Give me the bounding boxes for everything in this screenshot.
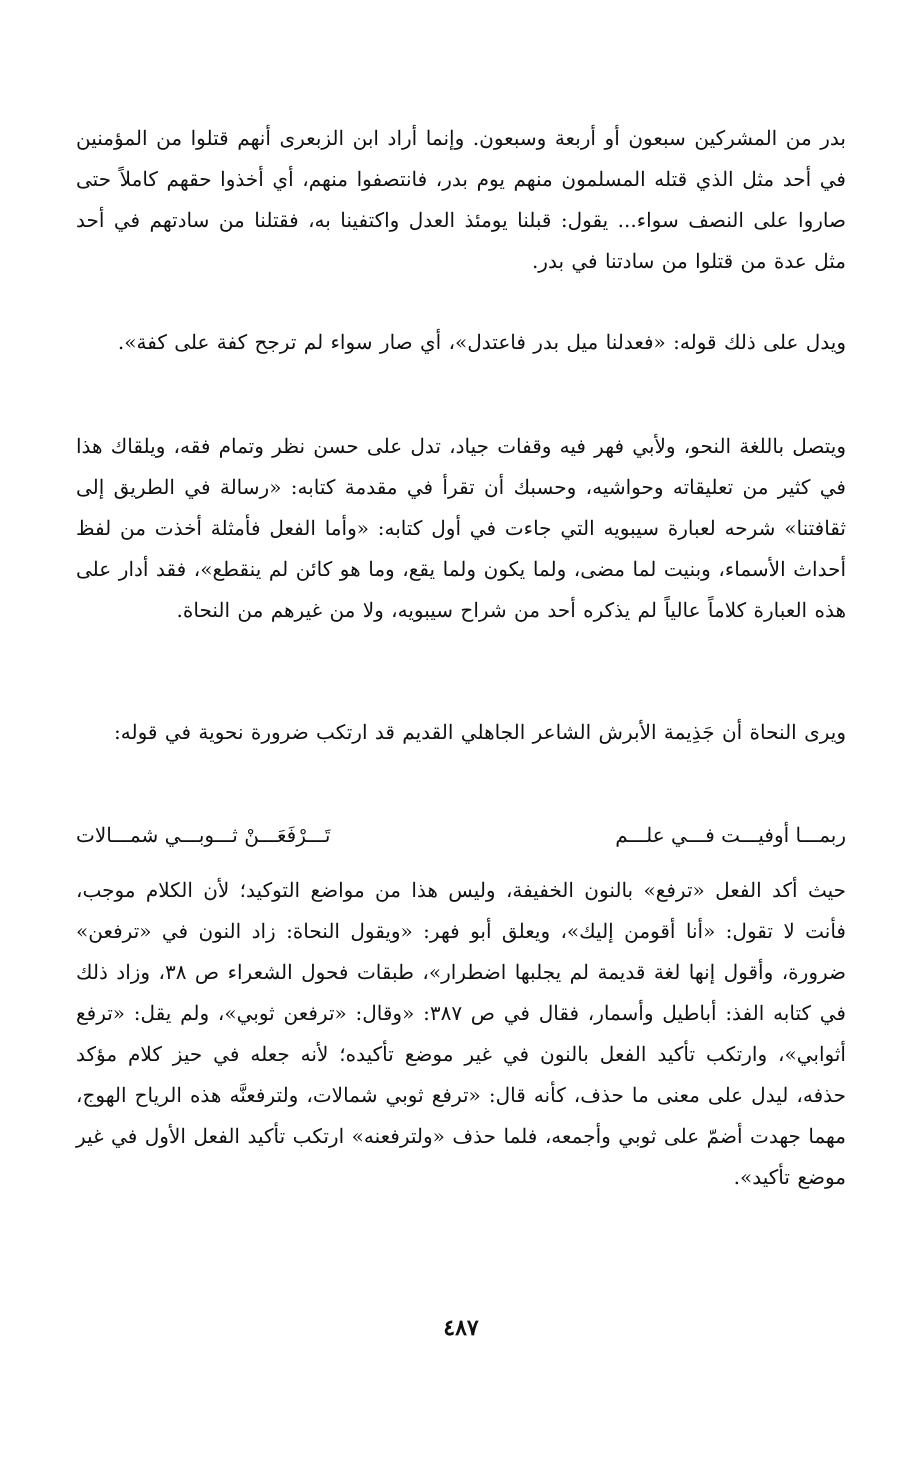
paragraph-5: حيث أكد الفعل «ترفع» بالنون الخفيفة، وليس هذا من مواضع التوكيد؛ لأن الكلام موجب، فأنت لا تقول: «أنا أقومن إليك»، ويعلق أبو فهر: «ويقول النحاة: زاد النون في «ترفعن» ضرورة، وأقول إنها لغة قديمة لم يجلبها اضطرار»، طبقات فحول الشعراء ص ٣٨، وزاد ذلك في كتابه الفذ: أباطيل وأسمار، فقال في ص ٣٨٧: «وقال: «ترفعن ثوبي»، ولم يقل: «ترفع أثوابي»، وارتكب تأكيد الفعل بالنون في غير موضع تأكيده؛ لأنه جعله في حيز كلام مؤكد حذفه، ليدل على معنى ما حذف، كأنه قال: «ترفع ثوبي شمالات، ولترفعنَّه هذه الرياح الهوج، مهما جهدت أضمّ على ثوبي وأجمعه، فلما حذف «ولترفعنه» ارتكب تأكيد الفعل الأول في غير موضع تأكيد». [76,878,846,1189]
paragraph-4: ويرى النحاة أن جَذِيمة الأبرش الشاعر الجاهلي القديم قد ارتكب ضرورة نحوية في قوله: [114,720,846,744]
verse-first-hemistich: ربمـــا أوفيـــت فـــي علـــم [615,823,846,847]
page-number: ٤٨٧ [443,1315,479,1341]
poetry-verse [76,815,846,855]
verse-second-hemistich: تَـــرْفَعَـــنْ ثـــوبـــي شمـــالات [76,823,331,847]
paragraph-1: بدر من المشركين سبعون أو أربعة وسبعون. وإنما أراد ابن الزبعرى أنهم قتلوا من المؤمنين في أحد مثل الذي قتله المسلمون منهم يوم بدر، فانتصفوا منهم، أي أخذوا حقهم كاملاً حتى صاروا على النصف سواء... يقول: قبلنا يومئذ العدل واكتفينا به، فقتلنا من سادتهم في أحد مثل عدة من قتلوا من سادتنا في بدر. [76,126,846,273]
paragraph-3: ويتصل باللغة النحو، ولأبي فهر فيه وقفات جياد، تدل على حسن نظر وتمام فقه، ويلقاك هذا في كثير من تعليقاته وحواشيه، وحسبك أن تقرأ في مقدمة كتابه: «رسالة في الطريق إلى ثقافتنا» شرحه لعبارة سيبويه التي جاءت في أول كتابه: «وأما الفعل فأمثلة أخذت من لفظ أحداث الأسماء، وبنيت لما مضى، ولما يكون ولما يقع، وما هو كائن لم ينقطع»، فقد أدار على هذه العبارة كلاماً عالياً لم يذكره أحد من شراح سيبويه، ولا من غيرهم من النحاة. [76,434,846,622]
paragraph-2: ويدل على ذلك قوله: «فعدلنا ميل بدر فاعتدل»، أي صار سواء لم ترجح كفة على كفة». [117,330,846,354]
